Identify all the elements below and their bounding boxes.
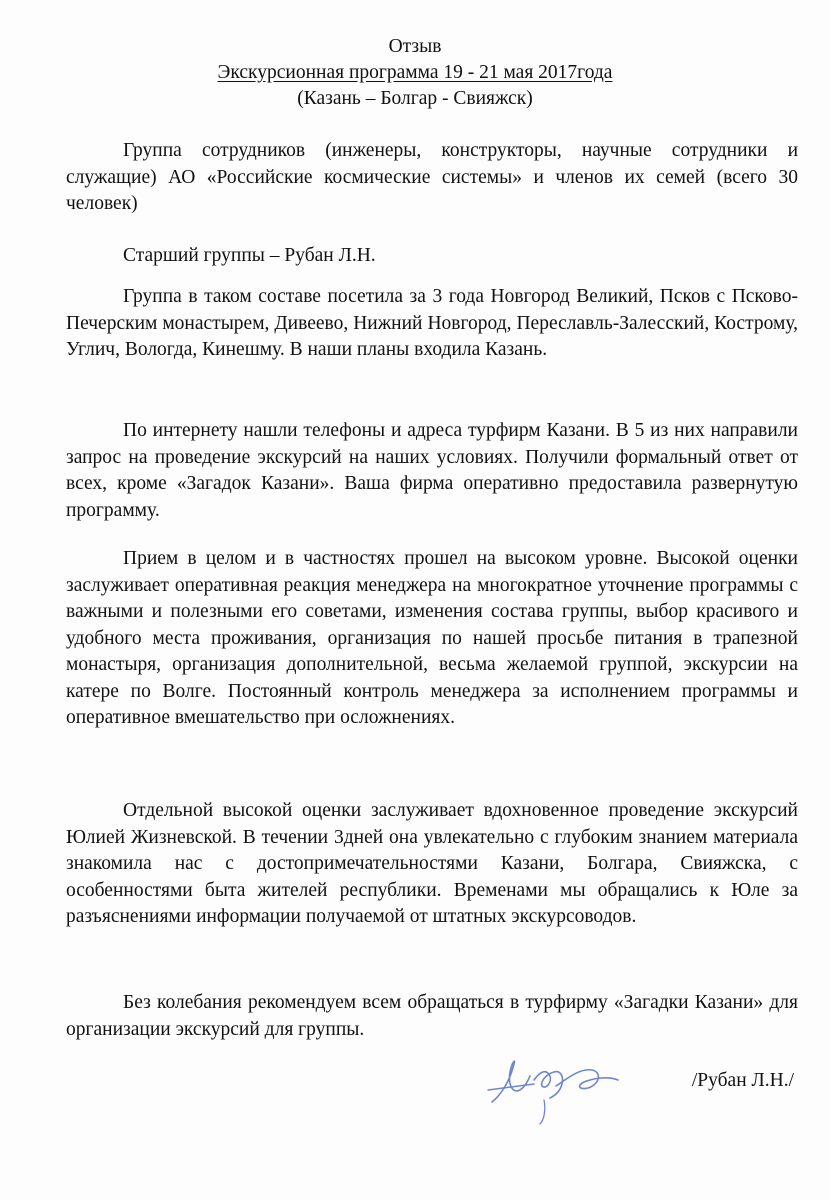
paragraph-reception: Прием в целом и в частностях прошел на высоком уровне. Высокой оценки заслуживает оперативная реакция менеджера на многократное уточнение программы с важными и полезными его советами, изменения состава группы, выбор красивого и удобного места проживания, организация по нашей просьбе питания в трапезной монастыря, организация дополнительной, весьма желаемой группой, экскурсии на катере по Волге. Постоянный контроль менеджера за исполнением программы и оперативное вмешательство при осложнениях. [66,548,798,728]
program-subtitle: Экскурсионная программа 19 - 21 мая 2017года [217,62,613,83]
letter-header [0,34,830,112]
paragraph-previous-trips: Группа в таком составе посетила за 3 года Новгород Великий, Псков с Псково-Печерским монастырем, Дивеево, Нижний Новгород, Переславль-Залесский, Кострому, Углич, Вологда, Кинешму. В наши планы входила Казань. [66,286,798,360]
paragraph-group-description: Группа сотрудников (инженеры, конструкторы, научные сотрудники и служащие) АО «Российские космические системы» и членов их семей (всего 30 человек) [66,140,798,214]
paragraph-group-leader: Старший группы – Рубан Л.Н. [123,245,376,266]
paragraph-guide: Отдельной высокой оценки заслуживает вдохновенное проведение экскурсий Юлией Жизневской. В течении 3дней она увлекательно с глубоким знанием материала знакомила нас с достопримечательностями Казани, Болгара, Свияжска, с особенностями быта жителей республики. Временами мы обращались к Юле за разъяснениями информации получаемой от штатных экскурсоводов. [66,800,798,927]
handwritten-signature [484,1050,624,1128]
signature-name: /Рубан Л.Н./ [691,1070,794,1091]
letter-title: Отзыв [388,36,442,57]
route-line: (Казань – Болгар - Свияжск) [297,88,533,109]
paragraph-recommendation: Без колебания рекомендуем всем обращаться в турфирму «Загадки Казани» для организации экскурсий для группы. [66,992,798,1040]
paragraph-search: По интернету нашли телефоны и адреса турфирм Казани. В 5 из них направили запрос на проведение экскурсий на наших условиях. Получили формальный ответ от всех, кроме «Загадок Казани». Ваша фирма оперативно предоставила развернутую программу. [66,420,798,521]
